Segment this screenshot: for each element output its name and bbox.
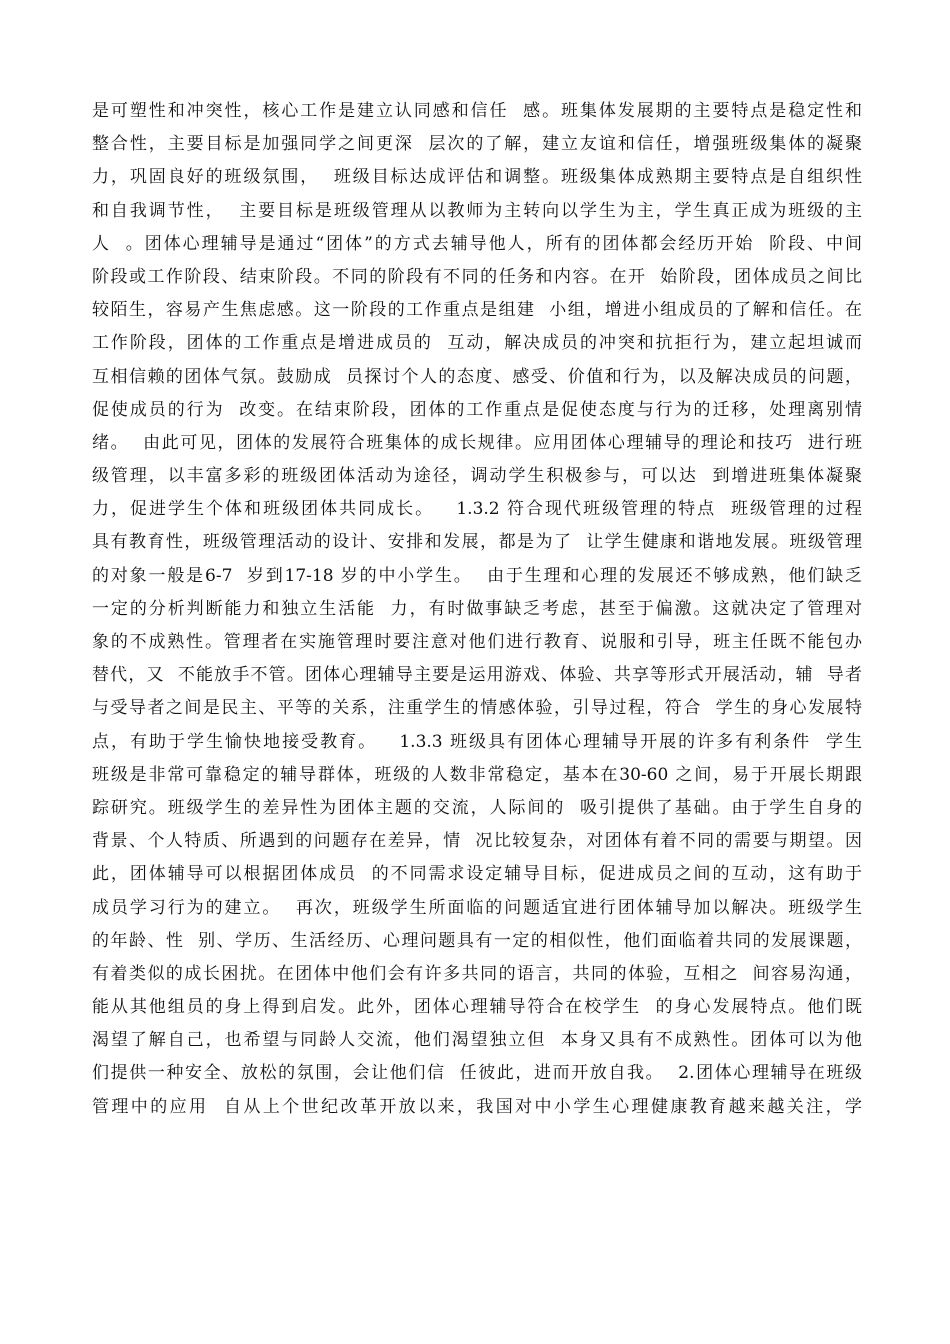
text-line: 整合性，主要目标是加强同学之间更深 层次的了解，建立友谊和信任，增强班级集体的凝聚 xyxy=(92,134,862,155)
text-line: 班级是非常可靠稳定的辅导群体，班级的人数非常稳定，基本在30-60 之间，易于开展长期跟 xyxy=(92,764,862,785)
text-line: 成员学习行为的建立。 再次，班级学生所面临的问题适宜进行团体辅导加以解决。班级学生 xyxy=(92,897,862,918)
text-line: 互相信赖的团体气氛。鼓励成 员探讨个人的态度、感受、价值和行为，以及解决成员的问题， xyxy=(92,366,862,387)
text-line: 管理中的应用 自从上个世纪改革开放以来，我国对中小学生心理健康教育越来越关注，学 xyxy=(92,1096,862,1117)
text-line: 此，团体辅导可以根据团体成员 的不同需求设定辅导目标，促进成员之间的互动，这有助于 xyxy=(92,864,862,885)
text-line: 渴望了解自己，也希望与同龄人交流，他们渴望独立但 本身又具有不成熟性。团体可以为他 xyxy=(92,1030,862,1051)
text-line: 有着类似的成长困扰。在团体中他们会有许多共同的语言，共同的体验，互相之 间容易沟通， xyxy=(92,963,862,984)
text-line: 级管理，以丰富多彩的班级团体活动为途径，调动学生积极参与，可以达 到增进班集体凝聚 xyxy=(92,466,862,487)
text-line: 人 。团体心理辅导是通过“团体”的方式去辅导他人，所有的团体都会经历开始 阶段、中间 xyxy=(92,233,862,254)
text-line: 阶段或工作阶段、结束阶段。不同的阶段有不同的任务和内容。在开 始阶段，团体成员之间比 xyxy=(92,266,862,287)
text-line: 象的不成熟性。管理者在实施管理时要注意对他们进行教育、说服和引导，班主任既不能包办 xyxy=(92,632,862,652)
text-line: 促使成员的行为 改变。在结束阶段，团体的工作重点是促使态度与行为的迁移，处理离别情 xyxy=(92,399,862,420)
text-line: 工作阶段，团体的工作重点是增进成员的 互动，解决成员的冲突和抗拒行为，建立起坦诚而 xyxy=(92,333,862,354)
text-line: 一定的分析判断能力和独立生活能 力，有时做事缺乏考虑，甚至于偏激。这就决定了管理对 xyxy=(92,598,862,619)
text-line: 替代，又 不能放手不管。团体心理辅导主要是运用游戏、体验、共享等形式开展活动，辅 导者 xyxy=(92,665,862,686)
text-line: 的对象一般是6-7 岁到17-18 岁的中小学生。 由于生理和心理的发展还不够成熟，他们缺乏 xyxy=(92,565,862,586)
text-line: 力，促进学生个体和班级团体共同成长。 1.3.2 符合现代班级管理的特点 班级管理的过程 xyxy=(92,499,862,520)
text-line: 踪研究。班级学生的差异性为团体主题的交流，人际间的 吸引提供了基础。由于学生自身的 xyxy=(92,797,862,818)
text-line: 能从其他组员的身上得到启发。此外，团体心理辅导符合在校学生 的身心发展特点。他们既 xyxy=(92,997,862,1018)
text-line: 的年龄、性 别、学历、生活经历、心理问题具有一定的相似性，他们面临着共同的发展课题， xyxy=(92,930,862,951)
text-line: 与受导者之间是民主、平等的关系，注重学生的情感体验，引导过程，符合 学生的身心发展特 xyxy=(92,698,862,719)
text-line: 和自我调节性， 主要目标是班级管理从以教师为主转向以学生为主，学生真正成为班级的主 xyxy=(92,200,862,221)
text-line: 背景、个人特质、所遇到的问题存在差异，情 况比较复杂，对团体有着不同的需要与期望。因 xyxy=(92,831,862,852)
text-line: 绪。 由此可见，团体的发展符合班集体的成长规律。应用团体心理辅导的理论和技巧 进行班 xyxy=(92,432,862,453)
text-line: 们提供一种安全、放松的氛围，会让他们信 任彼此，进而开放自我。 2.团体心理辅导在班级 xyxy=(92,1063,862,1084)
body-text xyxy=(92,95,862,1124)
text-line: 点，有助于学生愉快地接受教育。 1.3.3 班级具有团体心理辅导开展的许多有利条件 学生 xyxy=(92,731,862,752)
text-line: 具有教育性，班级管理活动的设计、安排和发展，都是为了 让学生健康和谐地发展。班级管理 xyxy=(92,532,862,553)
text-line: 较陌生，容易产生焦虑感。这一阶段的工作重点是组建 小组，增进小组成员的了解和信任。在 xyxy=(92,300,862,321)
text-line: 力，巩固良好的班级氛围， 班级目标达成评估和调整。班级集体成熟期主要特点是自组织性 xyxy=(92,167,862,188)
text-line: 是可塑性和冲突性，核心工作是建立认同感和信任 感。班集体发展期的主要特点是稳定性和 xyxy=(92,101,862,121)
